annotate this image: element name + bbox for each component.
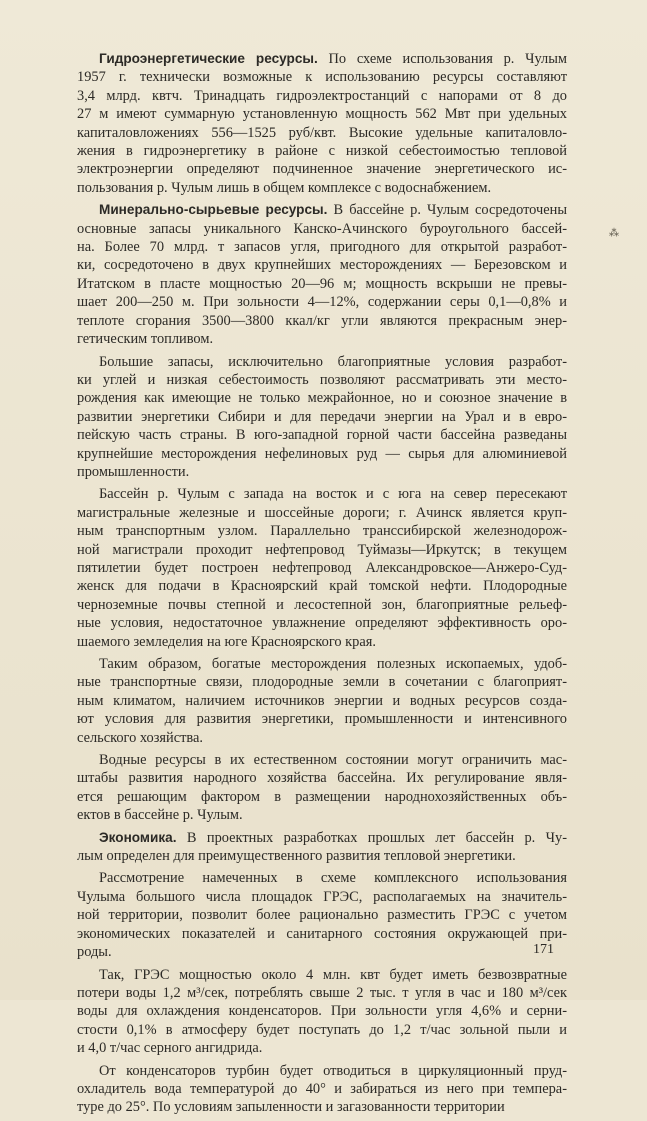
line-text: Большие запасы, исключительно благоприятные условия разработ- xyxy=(99,353,567,370)
line-text: и 4,0 т/час серного ангидрида. xyxy=(77,1040,263,1057)
text-line xyxy=(77,888,567,906)
text-line xyxy=(77,729,567,747)
line-text: ки, сосредоточено в двух крупнейших месторождениях — Березовском и xyxy=(77,257,567,274)
line-text: ным климатом, наличием источников энергии и водных ресурсов созда- xyxy=(77,692,567,709)
text-line xyxy=(77,1098,567,1116)
text-line xyxy=(77,353,567,371)
text-line xyxy=(77,806,567,824)
text-line xyxy=(77,692,567,710)
line-text: Бассейн р. Чулым с запада на восток и с юга на север пересекают xyxy=(99,486,567,503)
paragraph-hydro xyxy=(77,50,567,197)
text-line xyxy=(77,312,567,330)
line-text: пятилетии будет построен нефтепровод Александровское—Анжеро-Суд- xyxy=(77,559,567,576)
text-line xyxy=(77,788,567,806)
line-text: В бассейне р. Чулым сосредоточены xyxy=(333,202,567,219)
line-text: пейскую часть страны. В юго-западной горной части бассейна разведаны xyxy=(77,427,567,444)
paragraph-mineral xyxy=(77,201,567,348)
line-text: охладитель вода температурой до 40° и забираться из него при темпера- xyxy=(77,1080,567,1097)
text-line xyxy=(77,751,567,769)
text-line xyxy=(77,105,567,123)
text-line xyxy=(77,1080,567,1098)
line-text: ные транспортные связи, плодородные земли в сочетании с благоприят- xyxy=(77,674,567,691)
text-line xyxy=(77,201,567,219)
line-text: Так, ГРЭС мощностью около 4 млн. квт будет иметь безвозвратные xyxy=(99,966,567,983)
line-text: развитии энергетики Сибири и для передачи энергии на Урал и в евро- xyxy=(77,408,567,425)
margin-mark-icon: ⁂ xyxy=(609,228,619,239)
line-text: ют условия для развития энергетики, промышленности и интенсивного xyxy=(77,711,567,728)
text-line xyxy=(77,925,567,943)
paragraph-p-water xyxy=(77,751,567,825)
text-line xyxy=(77,87,567,105)
text-line xyxy=(77,408,567,426)
line-text: женск для подачи в Красноярский край томской нефти. Плодородные xyxy=(77,578,567,595)
line-text: ной территории, позволит более рационально разместить ГРЭС с учетом xyxy=(77,907,567,924)
text-line xyxy=(77,426,567,444)
paragraph-p-thus xyxy=(77,655,567,747)
text-line xyxy=(77,614,567,632)
line-text: потери воды 1,2 м³/сек, потреблять свыше 2 тыс. т угля в час и 180 м³/сек xyxy=(77,984,567,1001)
line-text: ные условия, недостаточное увлажнение определяют эффективность оро- xyxy=(77,615,567,632)
line-text: промышленности. xyxy=(77,463,190,480)
line-text: В проектных разработках прошлых лет бассейн р. Чу- xyxy=(186,829,567,846)
line-text: шает 200—250 м. При зольности 4—12%, содержании серы 0,1—0,8% и xyxy=(77,294,567,311)
text-line xyxy=(77,1002,567,1020)
line-text: Чулыма большого числа площадок ГРЭС, располагаемых на значитель- xyxy=(77,888,567,905)
text-line xyxy=(77,238,567,256)
line-text: капиталовложениях 556—1525 руб/квт. Высокие удельные капиталовло- xyxy=(77,124,567,141)
text-line xyxy=(77,179,567,197)
line-text: крупнейшие месторождения нефелиновых руд — сырья для алюминиевой xyxy=(77,445,567,462)
line-text: лым определен для преимущественного развития тепловой энергетики. xyxy=(77,848,516,865)
text-line xyxy=(77,68,567,86)
paragraph-p-consider xyxy=(77,869,567,961)
line-text: на. Более 70 млрд. т запасов угля, пригодного для открытой разработ- xyxy=(77,239,567,256)
text-line xyxy=(77,633,567,651)
paragraph-p-reserves xyxy=(77,353,567,482)
text-line xyxy=(77,769,567,787)
text-line xyxy=(77,577,567,595)
text-line xyxy=(77,596,567,614)
line-text: воды для охлаждения конденсаторов. При зольности угля 4,6% и серни- xyxy=(77,1003,567,1020)
text-block xyxy=(77,50,567,1121)
line-text: шаемого земледелия на юге Красноярского края. xyxy=(77,633,376,650)
text-line xyxy=(77,275,567,293)
line-text: электроэнергии определяют подчиненное значение энергетического ис- xyxy=(77,161,567,178)
text-line xyxy=(77,142,567,160)
text-line xyxy=(77,966,567,984)
line-text: 1957 г. технически возможные к использованию ресурсы составляют xyxy=(77,69,567,86)
line-text: Таким образом, богатые месторождения полезных ископаемых, удоб- xyxy=(99,656,567,672)
text-line xyxy=(77,124,567,142)
text-line xyxy=(77,463,567,481)
line-text: Итатском в пласте мощностью 20—96 м; мощность вскрыши не превы- xyxy=(77,275,567,292)
text-line xyxy=(77,445,567,463)
line-text: ки углей и низкая себестоимость позволяют рассматривать эти место- xyxy=(77,371,567,388)
section-heading: Гидроэнергетические ресурсы. xyxy=(99,51,318,66)
text-line xyxy=(77,220,567,238)
line-text: ной магистрали проходит нефтепровод Туймазы—Иркутск; в текущем xyxy=(77,541,567,558)
text-line xyxy=(77,559,567,577)
text-line xyxy=(77,1039,567,1057)
line-text: экономических показателей и санитарного состояния окружающей при- xyxy=(77,925,567,942)
text-line xyxy=(77,504,567,522)
paragraph-p-condensers xyxy=(77,1062,567,1117)
text-line xyxy=(77,522,567,540)
section-heading: Экономика. xyxy=(99,829,177,845)
text-line xyxy=(77,655,567,673)
section-heading: Минерально-сырьевые ресурсы. xyxy=(99,202,328,218)
text-line xyxy=(77,485,567,503)
paragraph-p-transport xyxy=(77,485,567,651)
page-number: 171 xyxy=(533,942,554,957)
line-text: роды. xyxy=(77,944,112,961)
text-line xyxy=(77,389,567,407)
text-line xyxy=(77,50,567,68)
line-text: штабы развития народного хозяйства бассейна. Их регулирование явля- xyxy=(77,770,567,787)
line-text: теплоте сгорания 3500—3800 ккал/кг угли являются прекрасным энер- xyxy=(77,312,567,329)
text-line xyxy=(77,673,567,691)
line-text: туре до 25°. По условиям запыленности и загазованности территории xyxy=(77,1099,505,1116)
text-line xyxy=(77,330,567,348)
line-text: сельского хозяйства. xyxy=(77,729,203,746)
text-line xyxy=(77,847,567,865)
line-text: магистральные железные и шоссейные дороги; г. Ачинск является круп- xyxy=(77,504,567,521)
line-text: рождения как имеющие не только межрайонное, но и союзное значение в xyxy=(77,390,567,407)
line-text: гетическим топливом. xyxy=(77,331,214,348)
text-line xyxy=(77,256,567,274)
line-text: основные запасы уникального Канско-Ачинского буроугольного бассей- xyxy=(77,220,567,237)
text-line xyxy=(77,869,567,887)
line-text: Рассмотрение намеченных в схеме комплексного использования xyxy=(99,870,567,887)
line-text: 3,4 млрд. квтч. Тринадцать гидроэлектростанций с напорами от 8 до xyxy=(77,87,567,104)
text-line xyxy=(77,710,567,728)
line-text: ется решающим фактором в размещении народнохозяйственных объ- xyxy=(77,788,567,805)
line-text: стости 0,1% в атмосферу будет поступать до 1,2 т/час зольной пыли и xyxy=(77,1021,567,1038)
line-text: жения в гидроэнергетику в районе с низкой себестоимостью тепловой xyxy=(77,143,567,160)
line-text: черноземные почвы степной и лесостепной зон, благоприятные рельеф- xyxy=(77,596,567,613)
paragraph-p-gres xyxy=(77,966,567,1058)
text-line xyxy=(77,160,567,178)
text-line xyxy=(77,371,567,389)
line-text: От конденсаторов турбин будет отводиться в циркуляционный пруд- xyxy=(99,1062,567,1079)
line-text: Водные ресурсы в их естественном состоянии могут ограничить мас- xyxy=(99,752,567,769)
text-line xyxy=(77,541,567,559)
text-line xyxy=(77,1062,567,1080)
paragraph-economy xyxy=(77,829,567,866)
line-text: 27 м имеют суммарную установленную мощность 562 Мвт при удельных xyxy=(77,106,567,123)
line-text: ектов в бассейне р. Чулым. xyxy=(77,807,243,824)
text-line xyxy=(77,293,567,311)
line-text: ным транспортным узлом. Параллельно транссибирской железнодорож- xyxy=(77,523,567,540)
text-line xyxy=(77,1021,567,1039)
text-line xyxy=(77,829,567,847)
line-text: По схеме использования р. Чулым xyxy=(328,51,567,67)
text-line xyxy=(77,906,567,924)
text-line xyxy=(77,943,567,961)
line-text: пользования р. Чулым лишь в общем комплексе с водоснабжением. xyxy=(77,179,492,196)
